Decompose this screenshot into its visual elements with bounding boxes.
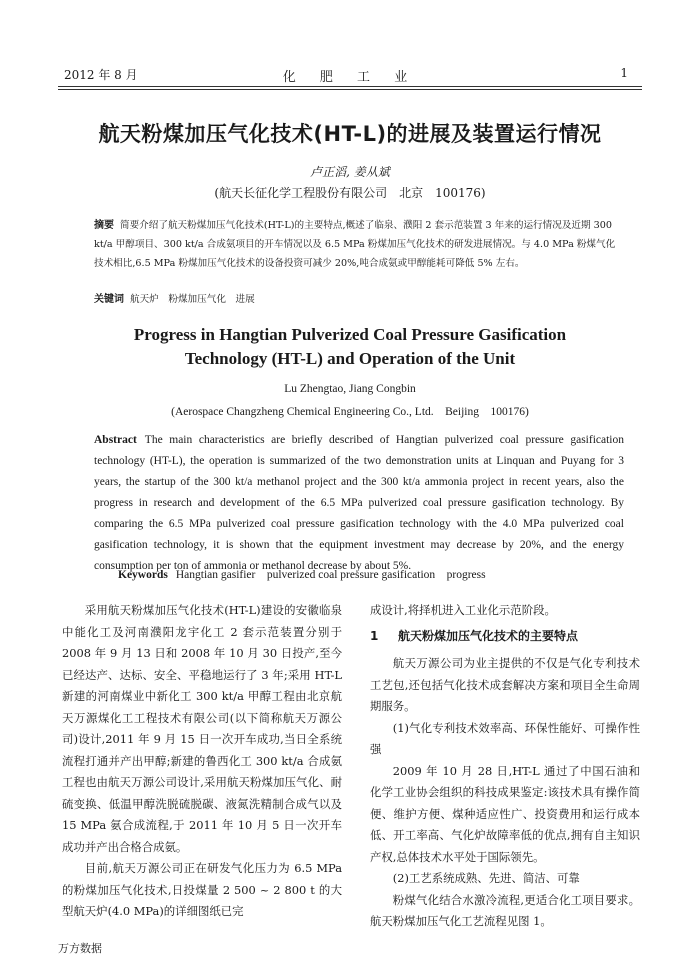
body-column-right: [370, 600, 640, 933]
paper-title-english: [0, 323, 700, 371]
subsection-heading: (2)工艺系统成熟、先进、简洁、可靠: [392, 871, 580, 885]
header-rule-top: [58, 86, 642, 87]
body-paragraph: 航天万源公司为业主提供的不仅是气化专利技术工艺包,还包括气化技术成套解决方案和项目全生命周期服务。: [370, 656, 640, 713]
abstract-chinese-text: 简要介绍了航天粉煤加压气化技术(HT-L)的主要特点,概述了临泉、濮阳 2 套示范装置 3 年来的运行情况及近期 300 kt/a 甲醇项目、300 kt/a 合成氨项目的开车情况以及 6.5 MPa 粉煤加压气化技术的研发进展情况。与 4.0 MPa 粉煤气化技术相比,6.5 MPa 粉煤加压气化技术的设备投资可减少 20%,吨合成氨或甲醇能耗可降低 5% 左右。: [94, 220, 616, 269]
paper-title-chinese: 航天粉煤加压气化技术(HT-L)的进展及装置运行情况: [98, 122, 602, 146]
header-date: 2012 年 8 月: [64, 68, 138, 82]
subsection-heading: (1)气化专利技术效率高、环保性能好、可操作性强: [370, 720, 640, 756]
body-paragraph: 目前,航天万源公司正在研发气化压力为 6.5 MPa 的粉煤加压气化技术,日投煤量 2 500 ~ 2 800 t 的大型航天炉(4.0 MPa)的详细图纸已完: [62, 861, 342, 918]
header-rule-bottom: [58, 89, 642, 90]
abstract-chinese: [94, 216, 624, 273]
affiliation-english: (Aerospace Changzheng Chemical Engineering Co., Ltd. Beijing 100176): [171, 406, 529, 418]
keywords-english-label: Keywords: [118, 569, 168, 581]
keywords-english-text: Hangtian gasifier pulverized coal pressure gasification progress: [175, 569, 486, 581]
keywords-english: [118, 566, 486, 582]
abstract-english-text: The main characteristics are briefly described of Hangtian pulverized coal pressure gasification technology (HT-L), the operation is summarized of the two demonstration units at Linquan and Puyang for 3 years, the startup of the 300 kt/a methanol project and the 300 kt/a ammonia project in recent years, also the progress in research and development of the 6.5 MPa pulverized coal pressure gasification technology. By comparing the 6.5 MPa pulverized coal pressure gasification technology with the 4.0 MPa pulverized coal gasification technology, it is shown that the equipment investment may decrease by 20%, and the energy consumption per ton of ammonia or methanol decrease by about 5%.: [94, 434, 624, 572]
header-journal-name: 化 肥 工 业: [282, 70, 418, 85]
keywords-chinese-text: 航天炉 粉煤加压气化 进展: [130, 294, 255, 305]
affiliation-chinese: (航天长征化学工程股份有限公司 北京 100176): [214, 186, 486, 200]
abstract-english-label: Abstract: [94, 434, 137, 446]
abstract-english: [94, 430, 624, 577]
keywords-chinese-label: 关键词: [94, 294, 124, 305]
section-number: 1: [370, 628, 379, 643]
abstract-chinese-label: 摘要: [94, 220, 114, 231]
keywords-chinese: [94, 290, 624, 309]
paper-title-english-line1: Progress in Hangtian Pulverized Coal Pressure Gasification: [133, 325, 567, 344]
authors-chinese: 卢正滔, 姜从斌: [310, 165, 390, 179]
body-paragraph: 2009 年 10 月 28 日,HT-L 通过了中国石油和化学工业协会组织的科技成果鉴定:该技术具有操作简便、维护方便、煤种适应性广、投资费用和运行成本低、开工率高、气化炉故障率低的优点,拥有自主知识产权,总体技术水平处于国际领先。: [370, 763, 640, 864]
authors-english: Lu Zhengtao, Jiang Congbin: [284, 383, 416, 395]
paper-title-english-line2: Technology (HT-L) and Operation of the Unit: [184, 349, 516, 368]
body-paragraph: 粉煤气化结合水激冷流程,更适合化工项目要求。航天粉煤加压气化工艺流程见图 1。: [370, 892, 640, 928]
body-column-left: [62, 600, 342, 923]
section-heading: [370, 626, 640, 648]
body-paragraph: 采用航天粉煤加压气化技术(HT-L)建设的安徽临泉中能化工及河南濮阳龙宇化工 2 套示范装置分别于 2008 年 9 月 13 日和 2008 年 10 月 30 日投产,至今已经达产、达标、安全、平稳地运行了 3 年;采用 HT-L 新建的河南煤业中新化工 300 kt/a 甲醇工程由北京航天万源煤化工工程技术有限公司(以下简称航天万源公司)设计,2011 年 9 月 15 日一次开车成功,当日全系统流程打通并产出甲醇;新建的鲁西化工 300 kt/a 合成氨工程也由航天万源公司设计,采用航天粉煤加压气化、耐硫变换、低温甲醇洗脱硫脱碳、液氮洗精制合成气以及 15 MPa 氨合成流程,于 2011 年 10 月 5 日一次开车成功并产出合格合成氨。: [62, 603, 342, 854]
header-page-number: 1: [620, 66, 628, 80]
footer-watermark-text: 万方数据: [58, 942, 102, 955]
body-paragraph: 成设计,将择机进入工业化示范阶段。: [370, 603, 556, 617]
section-title: 航天粉煤加压气化技术的主要特点: [398, 628, 579, 643]
